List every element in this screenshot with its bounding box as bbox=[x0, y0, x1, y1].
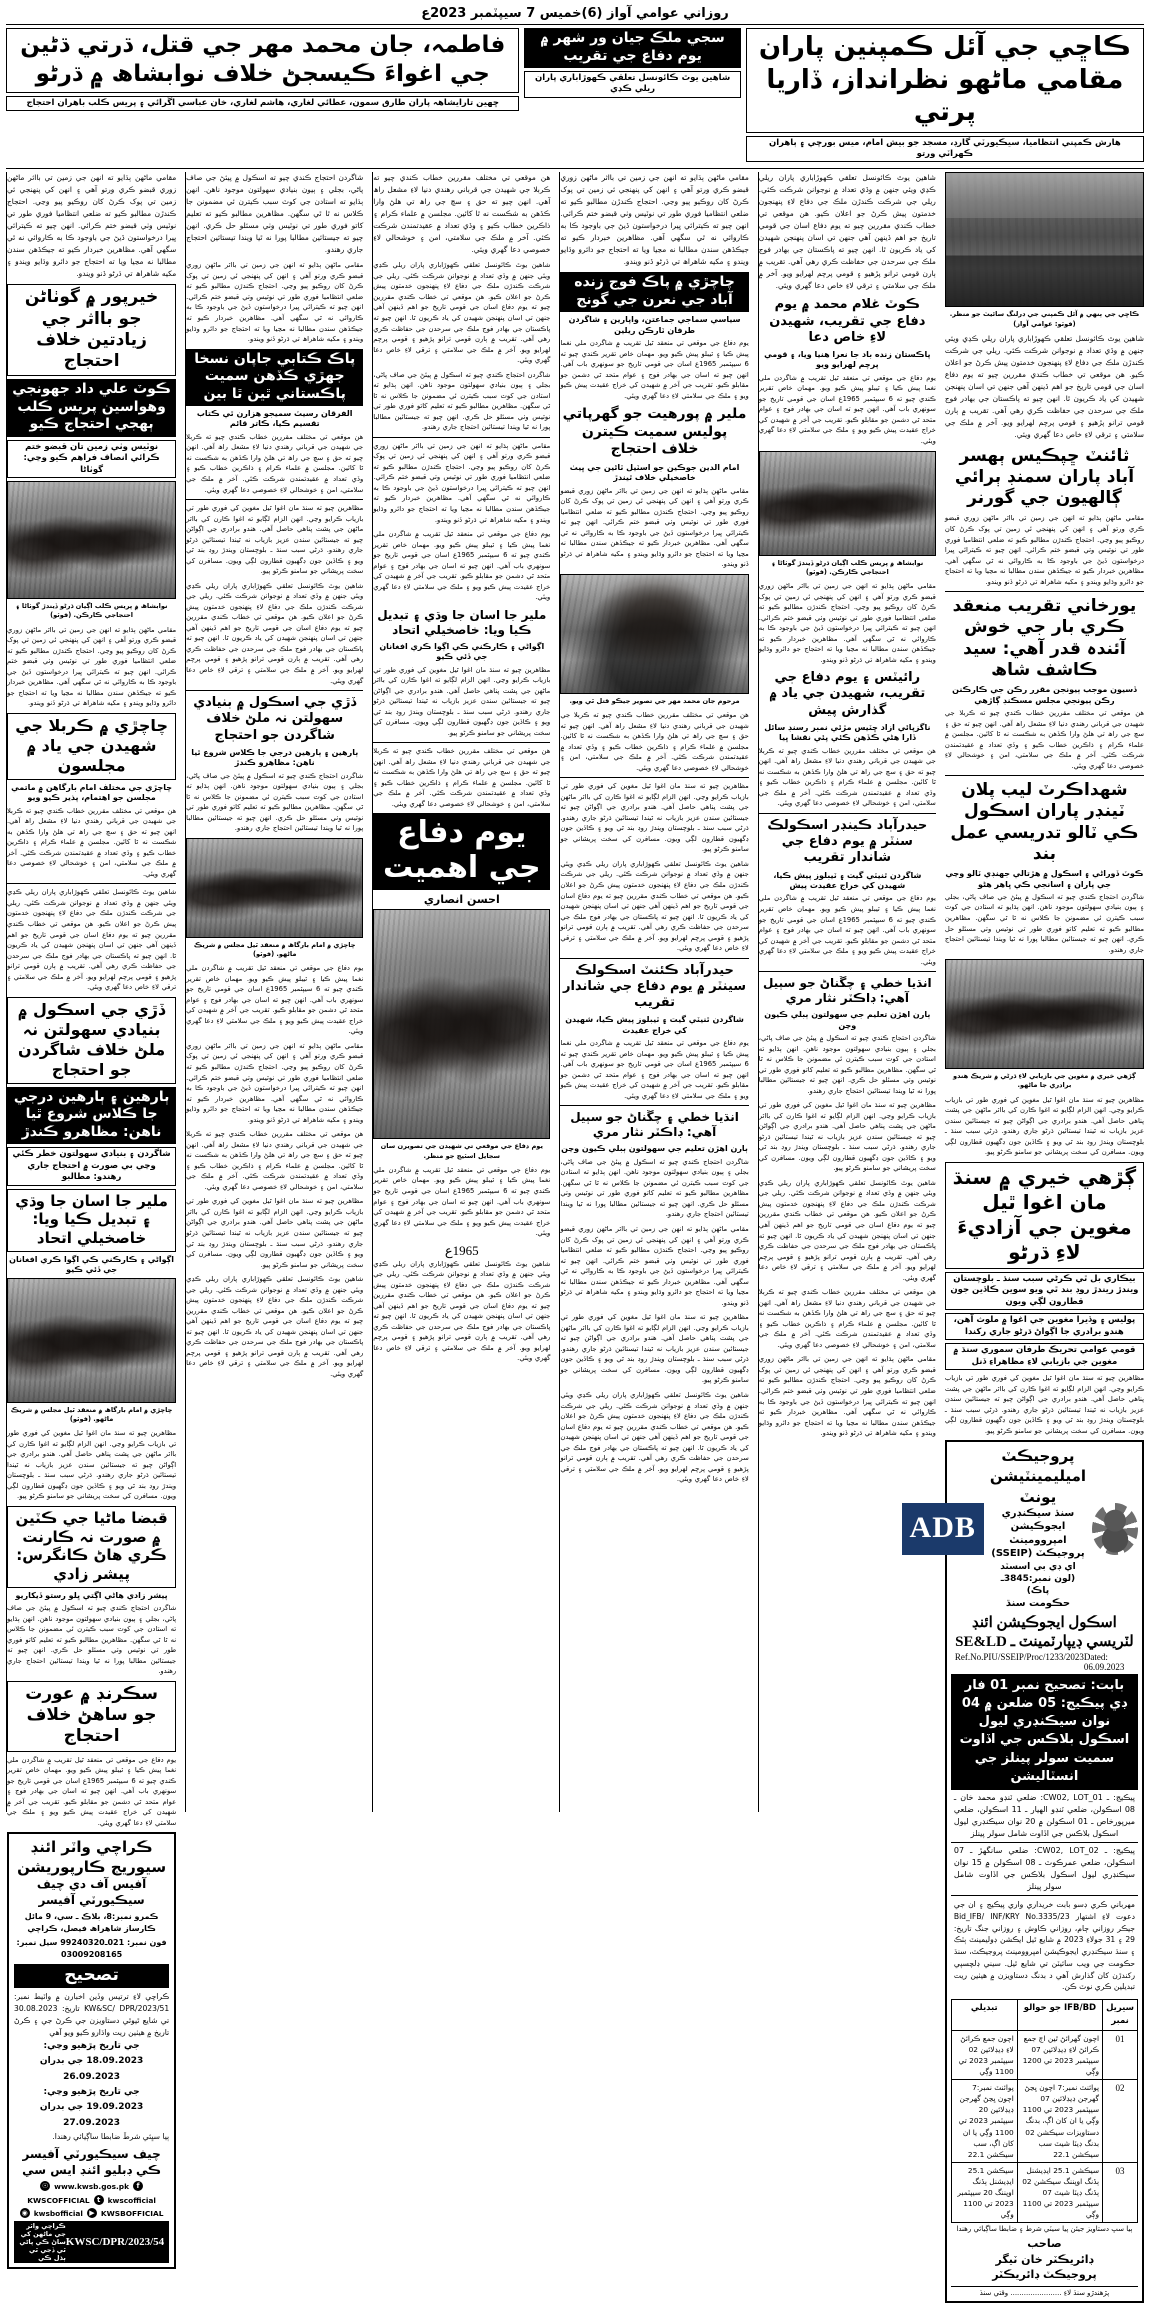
top-right-col bbox=[746, 28, 1144, 165]
body-col2-tail: مظاهرين چيو ته سنڌ مان اغوا ٿيل مغوين کي فوري طور تي بازياب ڪرايو وڃي. انهن الزام لڳايو ته اغوا ڪارن کي بااثر ماڻهن جي پشت پناهي حاصل آهي. هندو برادري جي اڳواڻن چيو ته جيستائين سندن عزيز بازياب نه ٿيندا تيستائين ڌرڻو جاري رهندو. ڌرڻي سبب سنڌ ـ بلوچستان ويندڙ روڊ بند ٿي ويو ۽ ڪاڏين جون ڊگهيون قطارون لڳي ويون. مسافرن کي سخت پريشاني جو سامنو ڪرڻو پيو. bbox=[758, 1101, 936, 1173]
divider bbox=[186, 499, 363, 500]
caption-yaum-difa-rally: نوابشاھ ۾ پريس ڪلب اڳيان ڌرڻو ڏيندڙ گوٺاڻا ۽ احتجاجي ڪارڪن. (فوٽو) bbox=[771, 558, 924, 576]
body-kachho-oil: شاهين يوٿ ڪائونسل تعلقي ڪهوڙاباري پاران ريلي ڪڍي ويئي جنهن ۾ وڏي تعداد ۾ نوجوانن شرڪت ڪئي. ريلي جي شرڪت ڪندڙن ملڪ جي دفاع لاءِ پنهنجون خدمتون پيش ڪرڻ جو اعلان ڪيو. هن موقعي تي خطاب ڪندي مقررين چيو ته يوم دفاع اسان جي قومي تاريخ جو اهم ڏينهن آهي جنهن تي اسان پنهنجن شهيدن کي ياد ڪريون ٿا. انهن چيو ته پاڪستان جي بهادر فوج ملڪ جي سرحدن جي حفاظت ڪري رهي آهي. تقريب ۾ ٻارن قومي ترانو پڙهيو ۽ قومي پرچم لهرايو ويو. آخر ۾ ملڪ جي سلامتي ۽ ترقي لاءِ خاص دعا گهري ويئي. bbox=[944, 333, 1144, 439]
table-row bbox=[951, 2080, 1137, 2163]
youtube-icon: ▶ bbox=[87, 2208, 97, 2218]
kwsc-sign-1: چيف سيڪيورٽي آفيسر bbox=[22, 2147, 161, 2162]
dek-hyderabad-solar: شاگردن ٿنيٽي گيت ۽ ٽيبلوز پيش ڪيا، شهيدن کي خراج عقيدت پيش bbox=[773, 870, 922, 891]
column-2 bbox=[758, 172, 940, 1812]
adb-footer-note: ٻيا سڀ دستاويز جيئن پيا سيٽي شرط ۽ ضابطا ساڳيائي رهندا bbox=[956, 2225, 1133, 2234]
body-book-ban: هن موقعي تي مختلف مقررين خطاب ڪندي چيو ته ڪربلا جي شهيدن جي قرباني رهندي دنيا لاءِ مشعل راھ آهي. انهن چيو ته حق ۽ سچ جي راھ تي هلڻ وارا ڪڏهن به شڪست نه ٿا کائين. مجلسن ۾ علماء ڪرام ۽ ذاڪرين خطاب ڪيو ۽ وڏي تعداد ۾ عقيدتمندن شرڪت ڪئي. آخر ۾ ملڪ جي سلامتي، امن ۽ خوشحالي لاءِ خصوصي دعا گهري ويئي. bbox=[186, 432, 364, 494]
feature-author: احسن انصاري bbox=[423, 893, 500, 907]
dek-dadu-school: ٻارهين ۽ ٻارهين درجي جا ڪلاس شروع ٿيا ناهن: مظاهرو ڪندڙ bbox=[191, 747, 359, 768]
dek-andhya-2: ٻارن اهڙن تعليم جي سهولتون ٻبلي ڪيون وڃن bbox=[561, 1144, 748, 1154]
body-col3-tail2: مظاهرين چيو ته سنڌ مان اغوا ٿيل مغوين کي فوري طور تي بازياب ڪرايو وڃي. انهن الزام لڳايو ته اغوا ڪارن کي بااثر ماڻهن جي پشت پناهي حاصل آهي. هندو برادري جي اڳواڻن چيو ته جيستائين سندن عزيز بازياب نه ٿيندا تيستائين ڌرڻو جاري رهندو. ڌرڻي سبب سنڌ ـ بلوچستان ويندڙ روڊ بند ٿي ويو ۽ ڪاڏين جون ڊگهيون قطارون لڳي ويون. مسافرن کي سخت پريشاني جو سامنو ڪرڻو پيو. bbox=[560, 1313, 749, 1385]
kwsc-sign-2: ڪي ڊبليو ائنڊ ايس سي bbox=[22, 2163, 162, 2178]
body-col5-tail2: مقامي ماڻهن ٻڌايو ته انهن جي زمين تي بااثر ماڻهن زوري قبضو ڪري ورتو آهي ۽ انهن کي پنهنجي ئي زمين تي پوک ڪرڻ کان روڪيو پيو وڃي. احتجاج ڪندڙن مطالبو ڪيو ته ضلعي انتظاميا فوري طور تي نوٽيس وٺي قبضو ختم ڪرائي. انهن چيو ته ڪيترائي ڀيرا درخواستون ڏيڻ جي باوجود ڪا به ڪاروائي نه ٿي سگهي آهي. مظاهرين خبردار ڪيو ته جيڪڏهن سندن مطالبا نه مڃيا ويا ته احتجاج جو دائرو وڌايو ويندو ۽ مکيه شاهراھ تي ڌرڻو ڏنو ويندو. bbox=[186, 1041, 364, 1124]
adb-sign-3: پروجيڪٽ ڊائريڪٽر bbox=[992, 2268, 1097, 2282]
kwsc-social-row-2 bbox=[14, 2208, 169, 2218]
adb-reference-line bbox=[951, 1651, 1138, 1674]
sub-khairpur-protest: نوٽيس وٺي زمين تان قبضو ختم ڪرائي انصاف فراهم ڪيو وڃي: گوٺاڻا bbox=[7, 440, 176, 478]
caption-portrait-man: مرحوم جان محمد مهر جي تصوير جيڪو قتل ٿي ويو. bbox=[569, 696, 740, 705]
facebook-icon: f bbox=[133, 2181, 143, 2191]
photo-portrait-man bbox=[560, 574, 748, 694]
body-col4-mid: مقامي ماڻهن ٻڌايو ته انهن جي زمين تي بااثر ماڻهن زوري قبضو ڪري ورتو آهي ۽ انهن کي پنهنجي ئي زمين تي پوک ڪرڻ کان روڪيو پيو وڃي. احتجاج ڪندڙن مطالبو ڪيو ته ضلعي انتظاميا فوري طور تي نوٽيس وٺي قبضو ختم ڪرائي. انهن چيو ته ڪيترائي ڀيرا درخواستون ڏيڻ جي باوجود ڪا به ڪاروائي نه ٿي سگهي آهي. مظاهرين خبردار ڪيو ته جيڪڏهن سندن مطالبا نه مڃيا ويا ته احتجاج جو دائرو وڌايو ويندو ۽ مکيه شاهراھ تي ڌرڻو ڏنو ويندو. bbox=[373, 441, 551, 524]
body-khairpur-protest: مقامي ماڻهن ٻڌايو ته انهن جي زمين تي بااثر ماڻهن زوري قبضو ڪري ورتو آهي ۽ انهن کي پنهنجي ئي زمين تي پوک ڪرڻ کان روڪيو پيو وڃي. احتجاج ڪندڙن مطالبو ڪيو ته ضلعي انتظاميا فوري طور تي نوٽيس وٺي قبضو ختم ڪرائي. انهن چيو ته ڪيترائي ڀيرا درخواستون ڏيڻ جي باوجود ڪا به ڪاروائي نه ٿي سگهي آهي. مظاهرين خبردار ڪيو ته جيڪڏهن سندن مطالبا نه مڃيا ويا ته احتجاج جو دائرو وڌايو ويندو ۽ مکيه شاهراھ تي ڌرڻو ڏنو ويندو. bbox=[7, 625, 177, 708]
headline-chachro-army[interactable]: چاچڙي ۾ پاڪ فوج زنده آباد جي نعرن جي گونج bbox=[560, 272, 748, 312]
kwsc-footer-note: ڪراچي واٽر جي ماڻهن کي ساڻ ڪي پاڻي ٿي ڏجي ٿي ٻڌل ڪي bbox=[19, 2222, 66, 2263]
headline-yaum-e-difa-city[interactable]: سجي ملڪ جيان ور شهر ۾ يوم دفاع جي تقريب bbox=[524, 28, 740, 68]
tender-amendment-table bbox=[951, 1999, 1138, 2223]
photo-martyrs-collage bbox=[373, 909, 550, 1139]
divider bbox=[373, 437, 550, 438]
divider bbox=[186, 690, 363, 691]
body-col6-mid2: مظاهرين چيو ته سنڌ مان اغوا ٿيل مغوين کي فوري طور تي بازياب ڪرايو وڃي. انهن الزام لڳايو ته اغوا ڪارن کي بااثر ماڻهن جي پشت پناهي حاصل آهي. هندو برادري جي اڳواڻن چيو ته جيستائين سندن عزيز بازياب نه ٿيندا تيستائين ڌرڻو جاري رهندو. ڌرڻي سبب سنڌ ـ بلوچستان ويندڙ روڊ بند ٿي ويو ۽ ڪاڏين جون ڊگهيون قطارون لڳي ويون. مسافرن کي سخت پريشاني جو سامنو ڪرڻو پيو. bbox=[7, 1429, 177, 1501]
table-row bbox=[951, 2162, 1137, 2223]
body-bolan-gas: مقامي ماڻهن ٻڌايو ته انهن جي زمين تي بااثر ماڻهن زوري قبضو ڪري ورتو آهي ۽ انهن کي پنهنجي ئي زمين تي پوک ڪرڻ کان روڪيو پيو وڃي. احتجاج ڪندڙن مطالبو ڪيو ته ضلعي انتظاميا فوري طور تي نوٽيس وٺي قبضو ختم ڪرائي. انهن چيو ته ڪيترائي ڀيرا درخواستون ڏيڻ جي باوجود ڪا به ڪاروائي نه ٿي سگهي آهي. مظاهرين خبردار ڪيو ته جيڪڏهن سندن مطالبا نه مڃيا ويا ته احتجاج جو دائرو وڌايو ويندو ۽ مکيه شاهراھ تي ڌرڻو ڏنو ويندو. bbox=[944, 514, 1144, 586]
government-emblem-icon bbox=[1092, 1503, 1138, 1555]
body-col4-mid2: يوم دفاع جي موقعي تي منعقد ٿيل تقريب ۾ شاگردن ملي نغما پيش ڪيا ۽ ٽيبلو پيش ڪيو ويو. مهمان خاص تقرير ڪندي چيو ته 6 سيپٽمبر 1965ع اسان جي قومي تاريخ جو سونهري باب آهي. انهن چيو ته اسان جي بهادر فوج ۽ عوام متحد ٿي دشمن جو مقابلو ڪيو. تقريب جي آخر ۾ شهيدن کي خراج عقيدت پيش ڪيو ويو ۽ ملڪ جي سلامتي لاءِ دعا گهري ويئي. bbox=[373, 530, 551, 602]
feature-title-yaum-e-difa: يوم دفاع جي اهميت bbox=[373, 813, 550, 890]
adb-dated: Dated: 06.09.2023 bbox=[1083, 1651, 1125, 1672]
headline-andhya-2[interactable]: انڌيا خطي ۽ چڱناڻ جو سٻيل آهي: ڊاڪٽر نثار مري bbox=[570, 1110, 739, 1140]
adb-line-1: پروجيڪٽ اميليمينٽيشن يونٽ bbox=[989, 1447, 1086, 1506]
headline-fatima-murder[interactable]: فاطمہ، جان محمد مهر جي قتل، ڌرتي ڌڻين جي اغواءَ ڪيسجڻ خلاف نوابشاھ ۾ ڌرڻو bbox=[6, 28, 519, 93]
headline-bolan-gas[interactable]: ثائنٽ ڇپڪيس ٻهسر آباد پاران سمنڊ ٻرائي ڳالهيون جي گورنر bbox=[954, 445, 1135, 509]
adb-package-2: پيڪيج: ـ CW02, LOT_02: ضلعي سانگهڙ ـ 07 اسڪولن، ضلعي عمرڪوٽ ـ 08 اسڪولن ۾ 15 نوان سيڪنڊري ليول اسڪول بلاڪس جي اڏاوت شامل سولر پينلز bbox=[951, 1843, 1138, 1896]
dek-ghorabari-2: پوليس ۽ وڏيرا مغوين جي اغوا ۾ ملوث آهن، هندو برادري جا اڳواڻ ڌرڻو جاري رکندا bbox=[945, 1313, 1144, 1340]
kwsc-title-1: ڪراچي واٽر ائنڊ سيوريج ڪارپوريشن bbox=[17, 1838, 167, 1876]
headline-sakrand-protest[interactable]: سڪرنڊ ۾ عورت جو ساهڻ خلاف احتجاج bbox=[7, 1681, 176, 1752]
body-ghorabari: مظاهرين چيو ته سنڌ مان اغوا ٿيل مغوين کي فوري طور تي بازياب ڪرايو وڃي. انهن الزام لڳايو ته اغوا ڪارن کي بااثر ماڻهن جي پشت پناهي حاصل آهي. هندو برادري جي اڳواڻن چيو ته جيستائين سندن عزيز بازياب نه ٿيندا تيستائين ڌرڻو جاري رهندو. ڌرڻي سبب سنڌ ـ بلوچستان ويندڙ روڊ بند ٿي ويو ۽ ڪاڏين جون ڊگهيون قطارون لڳي ويون. مسافرن کي سخت پريشاني جو سامنو ڪرڻو پيو. bbox=[944, 1374, 1144, 1435]
headline-kot-ghulam[interactable]: ڪوٽ غلام محمد ۾ يوم دفاع جي تقريب، شهيدن لاءِ خاص دعا bbox=[769, 297, 926, 345]
body-col6-lead: مقامي ماڻهن ٻڌايو ته انهن جي زمين تي بااثر ماڻهن زوري قبضو ڪري ورتو آهي ۽ انهن کي پنهنجي ئي زمين تي پوک ڪرڻ کان روڪيو پيو وڃي. احتجاج ڪندڙن مطالبو ڪيو ته ضلعي انتظاميا فوري طور تي نوٽيس وٺي قبضو ختم ڪرائي. انهن چيو ته ڪيترائي ڀيرا درخواستون ڏيڻ جي باوجود ڪا به ڪاروائي نه ٿي سگهي آهي. مظاهرين خبردار ڪيو ته جيڪڏهن سندن مطالبا نه مڃيا ويا ته احتجاج جو دائرو وڌايو ويندو ۽ مکيه شاهراھ تي ڌرڻو ڏنو ويندو. bbox=[7, 173, 177, 279]
kwsc-title-2: آفيس آف دي چيف سيڪيورٽي آفيسر bbox=[36, 1877, 147, 1907]
top-left-col bbox=[6, 28, 519, 114]
dek-qabza-mafia: پيشر زادي هاڻي اڳتي ڀلو رستو ڏيکاريو bbox=[15, 1590, 168, 1600]
body-col4-lead3: شاگردن احتجاج ڪندي چيو ته اسڪول ۾ پيئڻ جي صاف پاڻي، بجلي ۽ ٻيون بنيادي سهولتون موجود ناهن. انهن ٻڌايو ته استادن جي کوٽ سبب ڪيترن ئي مضمونن جا ڪلاس نه ٿا ٿي سگهن. مظاهرين مطالبو ڪيو ته تعليم کاتو فوري طور تي نوٽيس وٺي مسئلو حل ڪري. انهن چيو ته جيستائين مطالبا پورا نه ٿيا ويندا تيستائين احتجاج جاري رهندو. bbox=[373, 370, 551, 432]
cell-change: پوائنٽ نمبر:7 اچون ڀڃڻ گهرجن ڊيڊلائين 20 سيپٽمبر 2023 تي 1100 وڳي يا ان کان اڳ، سب سيڪشن 22.1 bbox=[951, 2080, 1017, 2163]
body-col3-tail3: شاهين يوٿ ڪائونسل تعلقي ڪهوڙاباري پاران ريلي ڪڍي ويئي جنهن ۾ وڏي تعداد ۾ نوجوانن شرڪت ڪئي. ريلي جي شرڪت ڪندڙن ملڪ جي دفاع لاءِ پنهنجون خدمتون پيش ڪرڻ جو اعلان ڪيو. هن موقعي تي خطاب ڪندي مقررين چيو ته يوم دفاع اسان جي قومي تاريخ جو اهم ڏينهن آهي جنهن تي اسان پنهنجن شهيدن کي ياد ڪريون ٿا. انهن چيو ته پاڪستان جي بهادر فوج ملڪ جي سرحدن جي حفاظت ڪري رهي آهي. تقريب ۾ ٻارن قومي ترانو پڙهيو ۽ قومي پرچم لهرايو ويو. آخر ۾ ملڪ جي سلامتي ۽ ترقي لاءِ خاص دعا گهري ويئي. bbox=[560, 1390, 749, 1484]
kwsc-date-line-1: جي تاريخ پڙهيو وڃي: 18.09.2023 جي بدران 26.09.2023 bbox=[39, 2041, 144, 2082]
top-headline-band bbox=[6, 28, 1144, 165]
dek-oil-welcome: ڏسيون موجب ٻيونجن مقرر رڪن جي ڪارڪنن رڪن ٻيونجي مجلس مسڪنڊ ڳاڙهي bbox=[952, 685, 1137, 705]
body-hyderabad-defence: يوم دفاع جي موقعي تي منعقد ٿيل تقريب ۾ شاگردن ملي نغما پيش ڪيا ۽ ٽيبلو پيش ڪيو ويو. مهمان خاص تقرير ڪندي چيو ته 6 سيپٽمبر 1965ع اسان جي قومي تاريخ جو سونهري باب آهي. انهن چيو ته اسان جي بهادر فوج ۽ عوام متحد ٿي دشمن جو مقابلو ڪيو. تقريب جي آخر ۾ شهيدن کي خراج عقيدت پيش ڪيو ويو ۽ ملڪ جي سلامتي لاءِ دعا گهري ويئي. bbox=[560, 1039, 749, 1100]
body-chachro-majlis: هن موقعي تي مختلف مقررين خطاب ڪندي چيو ته ڪربلا جي شهيدن جي قرباني رهندي دنيا لاءِ مشعل راھ آهي. انهن چيو ته حق ۽ سچ جي راھ تي هلڻ وارا ڪڏهن به شڪست نه ٿا کائين. مجلسن ۾ علماء ڪرام ۽ ذاڪرين خطاب ڪيو ۽ وڏي تعداد ۾ عقيدتمندن شرڪت ڪئي. آخر ۾ ملڪ جي سلامتي، امن ۽ خوشحالي لاءِ خصوصي دعا گهري ويئي. bbox=[7, 806, 177, 878]
body-chachro-army: يوم دفاع جي موقعي تي منعقد ٿيل تقريب ۾ شاگردن ملي نغما پيش ڪيا ۽ ٽيبلو پيش ڪيو ويو. مهمان خاص تقرير ڪندي چيو ته 6 سيپٽمبر 1965ع اسان جي قومي تاريخ جو سونهري باب آهي. انهن چيو ته اسان جي بهادر فوج ۽ عوام متحد ٿي دشمن جو مقابلو ڪيو. تقريب جي آخر ۾ شهيدن کي خراج عقيدت پيش ڪيو ويو ۽ ملڪ جي سلامتي لاءِ دعا گهري ويئي. bbox=[560, 339, 749, 400]
headline-book-ban[interactable]: پاڪ ڪتابي جاپان نسخا جهڙي ڪڏهن سميت پاڪستاني ٿين ٿا بين bbox=[186, 349, 363, 407]
headline-malir-police[interactable]: ملير ۾ پورهيت جو گهرپاتي پوليس سميت ڪيترن خلاف احتجاج bbox=[562, 406, 747, 458]
cell-reference: اچون گهرائڻ ٿين اڄ جمع ڪرائڻ لاءِ ڊيڊلائين 07 سيپٽمبر 2023 تي 1200 وڳي bbox=[1017, 2030, 1102, 2079]
table-row bbox=[951, 2030, 1137, 2079]
divider bbox=[373, 742, 550, 743]
divider bbox=[7, 883, 176, 884]
caption-students-protest: چاچڙي ۾ امام بارگاھ ۾ منعقد ٿيل مجلس ۾ شريڪ ماڻهو. (فوٽو) bbox=[193, 940, 356, 959]
body-feature-1: يوم دفاع جي موقعي تي منعقد ٿيل تقريب ۾ شاگردن ملي نغما پيش ڪيا ۽ ٽيبلو پيش ڪيو ويو. مهمان خاص تقرير ڪندي چيو ته 6 سيپٽمبر 1965ع اسان جي قومي تاريخ جو سونهري باب آهي. انهن چيو ته اسان جي بهادر فوج ۽ عوام متحد ٿي دشمن جو مقابلو ڪيو. تقريب جي آخر ۾ شهيدن کي خراج عقيدت پيش ڪيو ويو ۽ ملڪ جي سلامتي لاءِ دعا گهري ويئي. bbox=[373, 1165, 551, 1238]
adb-advertisement bbox=[909, 1440, 1144, 2302]
body-col5-tail5: شاهين يوٿ ڪائونسل تعلقي ڪهوڙاباري پاران ريلي ڪڍي ويئي جنهن ۾ وڏي تعداد ۾ نوجوانن شرڪت ڪئي. ريلي جي شرڪت ڪندڙن ملڪ جي دفاع لاءِ پنهنجون خدمتون پيش ڪرڻ جو اعلان ڪيو. هن موقعي تي خطاب ڪندي مقررين چيو ته يوم دفاع اسان جي قومي تاريخ جو اهم ڏينهن آهي جنهن تي اسان پنهنجن شهيدن کي ياد ڪريون ٿا. انهن چيو ته پاڪستان جي بهادر فوج ملڪ جي سرحدن جي حفاظت ڪري رهي آهي. تقريب ۾ ٻارن قومي ترانو پڙهيو ۽ قومي پرچم لهرايو ويو. آخر ۾ ملڪ جي سلامتي ۽ ترقي لاءِ خاص دعا گهري ويئي. bbox=[186, 1275, 364, 1378]
adb-line-3: پروجيڪٽ (SSEIP) bbox=[991, 1548, 1085, 1560]
headline-kachho-oil[interactable]: ڪاڇي جي آئل ڪمپنين پاران مقامي ماڻهو نظرانداز، ڏاريا پرتي bbox=[746, 28, 1144, 133]
body-col5-tail: يوم دفاع جي موقعي تي منعقد ٿيل تقريب ۾ شاگردن ملي نغما پيش ڪيا ۽ ٽيبلو پيش ڪيو ويو. مهمان خاص تقرير ڪندي چيو ته 6 سيپٽمبر 1965ع اسان جي قومي تاريخ جو سونهري باب آهي. انهن چيو ته اسان جي بهادر فوج ۽ عوام متحد ٿي دشمن جو مقابلو ڪيو. تقريب جي آخر ۾ شهيدن کي خراج عقيدت پيش ڪيو ويو ۽ ملڪ جي سلامتي لاءِ دعا گهري ويئي. bbox=[186, 964, 364, 1036]
main-grid bbox=[6, 172, 1144, 2297]
th-serial: سيريل نمبر bbox=[1103, 2000, 1138, 2031]
body-dadu-school: شاگردن احتجاج ڪندي چيو ته اسڪول ۾ پيئڻ جي صاف پاڻي، بجلي ۽ ٻيون بنيادي سهولتون موجود ناهن. انهن ٻڌايو ته استادن جي کوٽ سبب ڪيترن ئي مضمونن جا ڪلاس نه ٿا ٿي سگهن. مظاهرين مطالبو ڪيو ته تعليم کاتو فوري طور تي نوٽيس وٺي مسئلو حل ڪري. انهن چيو ته جيستائين مطالبا پورا نه ٿيا ويندا تيستائين احتجاج جاري رهندو. bbox=[186, 771, 364, 833]
body-rights-group: هن موقعي تي مختلف مقررين خطاب ڪندي چيو ته ڪربلا جي شهيدن جي قرباني رهندي دنيا لاءِ مشعل راھ آهي. انهن چيو ته حق ۽ سچ جي راھ تي هلڻ وارا ڪڏهن به شڪست نه ٿا کائين. مجلسن ۾ علماء ڪرام ۽ ذاڪرين خطاب ڪيو ۽ وڏي تعداد ۾ عقيدتمندن شرڪت ڪئي. آخر ۾ ملڪ جي سلامتي، امن ۽ خوشحالي لاءِ خصوصي دعا گهري ويئي. bbox=[758, 746, 936, 808]
dek-malir-police: امام الدين جوڪين جو اسٽيل ٽائين جي ڀيٺ خاصخيلي خلاف ٿيندڙ bbox=[569, 462, 740, 483]
body-col5-tail3: هن موقعي تي مختلف مقررين خطاب ڪندي چيو ته ڪربلا جي شهيدن جي قرباني رهندي دنيا لاءِ مشعل راھ آهي. انهن چيو ته حق ۽ سچ جي راھ تي هلڻ وارا ڪڏهن به شڪست نه ٿا کائين. مجلسن ۾ علماء ڪرام ۽ ذاڪرين خطاب ڪيو ۽ وڏي تعداد ۾ عقيدتمندن شرڪت ڪئي. آخر ۾ ملڪ جي سلامتي، امن ۽ خوشحالي لاءِ خصوصي دعا گهري ويئي. bbox=[186, 1130, 364, 1191]
headline-chachro-majlis[interactable]: چاچڙي ۾ ڪربلا جي شهيدن جي ياد ۾ مجلسون bbox=[7, 713, 176, 780]
masthead: روزاني عوامي آواز (6)خميس 7 سيپٽمبر 2023ع bbox=[6, 4, 1144, 25]
th-reference: IFB/BD جو حوالو bbox=[1017, 2000, 1102, 2031]
photo-students-protest bbox=[186, 838, 363, 938]
divider bbox=[759, 813, 936, 814]
photo-majlis-gathering bbox=[7, 1278, 176, 1403]
adb-header bbox=[909, 1446, 1138, 1611]
top-center-col bbox=[524, 28, 740, 101]
cell-change: اچون جمع ڪرائڻ لاءِ ڊيڊلائين 02 سيپٽمبر 2023 تي 1100 وڳي bbox=[951, 2030, 1017, 2079]
globe-icon: ☉ bbox=[42, 2182, 49, 2191]
dek-khairpur-protest: ڪوٽ علي داد جهونجي وهواسين پريس ڪلب ٻهجي احتجاج ڪيو bbox=[7, 379, 176, 437]
divider bbox=[6, 168, 1144, 169]
headline-dadu-school[interactable]: ڏڙي جي اسڪول ۾ بنيادي سهولتن نہ ملڻ خلاف شاگردن جو احتجاج bbox=[193, 695, 357, 743]
body-col2-tail4: مقامي ماڻهن ٻڌايو ته انهن جي زمين تي بااثر ماڻهن زوري قبضو ڪري ورتو آهي ۽ انهن کي پنهنجي ئي زمين تي پوک ڪرڻ کان روڪيو پيو وڃي. احتجاج ڪندڙن مطالبو ڪيو ته ضلعي انتظاميا فوري طور تي نوٽيس وٺي قبضو ختم ڪرائي. انهن چيو ته ڪيترائي ڀيرا درخواستون ڏيڻ جي باوجود ڪا به ڪاروائي نه ٿي سگهي آهي. مظاهرين خبردار ڪيو ته جيڪڏهن سندن مطالبا نه مڃيا ويا ته احتجاج جو دائرو وڌايو ويندو ۽ مکيه شاهراھ تي ڌرڻو ڏنو ويندو. bbox=[758, 1355, 936, 1438]
body-col3-lead: مقامي ماڻهن ٻڌايو ته انهن جي زمين تي بااثر ماڻهن زوري قبضو ڪري ورتو آهي ۽ انهن کي پنهنجي ئي زمين تي پوک ڪرڻ کان روڪيو پيو وڃي. احتجاج ڪندڙن مطالبو ڪيو ته ضلعي انتظاميا فوري طور تي نوٽيس وٺي قبضو ختم ڪرائي. انهن چيو ته ڪيترائي ڀيرا درخواستون ڏيڻ جي باوجود ڪا به ڪاروائي نه ٿي سگهي آهي. مظاهرين خبردار ڪيو ته جيڪڏهن سندن مطالبا نه مڃيا ويا ته احتجاج جو دائرو وڌايو ويندو ۽ مکيه شاهراھ تي ڌرڻو ڏنو ويندو. bbox=[560, 173, 749, 267]
cell-reference: سيڪشن 25.1 ايڊيشنل ٻڏنگ اوپننگ سيڪشن 02 ٻڏنگ ڊيٽا شيٽ 07 سيپٽمبر 2023 تي 1100 وڳي bbox=[1017, 2162, 1102, 2223]
body-col2-tail2: شاهين يوٿ ڪائونسل تعلقي ڪهوڙاباري پاران ريلي ڪڍي ويئي جنهن ۾ وڏي تعداد ۾ نوجوانن شرڪت ڪئي. ريلي جي شرڪت ڪندڙن ملڪ جي دفاع لاءِ پنهنجون خدمتون پيش ڪرڻ جو اعلان ڪيو. هن موقعي تي خطاب ڪندي مقررين چيو ته يوم دفاع اسان جي قومي تاريخ جو اهم ڏينهن آهي جنهن تي اسان پنهنجن شهيدن کي ياد ڪريون ٿا. انهن چيو ته پاڪستان جي بهادر فوج ملڪ جي سرحدن جي حفاظت ڪري رهي آهي. تقريب ۾ ٻارن قومي ترانو پڙهيو ۽ قومي پرچم لهرايو ويو. آخر ۾ ملڪ جي سلامتي ۽ ترقي لاءِ خاص دعا گهري ويئي. bbox=[758, 1178, 936, 1282]
dek-malir-ittehad: اڳواڻي ۽ ڪارڪني ڪي اڳوا ڪري افغانان جي ڏئي ڪيو bbox=[379, 641, 545, 662]
body-andhya-2: شاگردن احتجاج ڪندي چيو ته اسڪول ۾ پيئڻ جي صاف پاڻي، بجلي ۽ ٻيون بنيادي سهولتون موجود ناهن. انهن ٻڌايو ته استادن جي کوٽ سبب ڪيترن ئي مضمونن جا ڪلاس نه ٿا ٿي سگهن. مظاهرين مطالبو ڪيو ته تعليم کاتو فوري طور تي نوٽيس وٺي مسئلو حل ڪري. انهن چيو ته جيستائين مطالبا پورا نه ٿيا ويندا تيستائين احتجاج جاري رهندو. bbox=[560, 1157, 749, 1219]
adb-notice: مهرباني ڪري ڊسو بابت خريداري واري پيڪيج ۽ ان جي دعوت لاءِ اشتهار Bid_IFB/ INF/KRY No.3335/23 جيڪر روزاني ڄام، روزاني ڪاوش ۽ روزاني جنگ تاريخ: 29 ۽ 31 جولاءِ 2023 ۾ شايع ٿيل ايڪشن ڊوليمينٽ ٻٽڪ ۽ سنڌ سيڪنڊري ايجوڪيشن امپروومينٽ پروجيڪٽ، سنڌ حڪومت جي ويب سائيٽن تي شايع ٿيل. سيني ڊلچسپي رکندڙن کان گذارش آهي د بدنگ دستاويزن ۾ هيٺين ريت تبديلين ڪري نوٽ ڪن. bbox=[953, 1900, 1135, 1992]
body-col4-mid3: هن موقعي تي مختلف مقررين خطاب ڪندي چيو ته ڪربلا جي شهيدن جي قرباني رهندي دنيا لاءِ مشعل راھ آهي. انهن چيو ته حق ۽ سچ جي راھ تي هلڻ وارا ڪڏهن به شڪست نه ٿا کائين. مجلسن ۾ علماء ڪرام ۽ ذاڪرين خطاب ڪيو ۽ وڏي تعداد ۾ عقيدتمندن شرڪت ڪئي. آخر ۾ ملڪ جي سلامتي، امن ۽ خوشحالي لاءِ خصوصي دعا گهري ويئي. bbox=[373, 747, 551, 808]
body-malir-police: مقامي ماڻهن ٻڌايو ته انهن جي زمين تي بااثر ماڻهن زوري قبضو ڪري ورتو آهي ۽ انهن کي پنهنجي ئي زمين تي پوک ڪرڻ کان روڪيو پيو وڃي. احتجاج ڪندڙن مطالبو ڪيو ته ضلعي انتظاميا فوري طور تي نوٽيس وٺي قبضو ختم ڪرائي. انهن چيو ته ڪيترائي ڀيرا درخواستون ڏيڻ جي باوجود ڪا به ڪاروائي نه ٿي سگهي آهي. مظاهرين خبردار ڪيو ته جيڪڏهن سندن مطالبا نه مڃيا ويا ته احتجاج جو دائرو وڌايو ويندو ۽ مکيه شاهراھ تي ڌرڻو ڏنو ويندو. bbox=[560, 486, 749, 569]
th-change: تبديلي bbox=[951, 2000, 1017, 2031]
adb-subject: بابت: تصحيح نمبر 01 فار ڊي پيڪيج: 05 ضلعن ۾ 04 نوان سيڪنڊري ليول اسڪول بلاڪس جي اڏاوت سميت سولر پينلز جي انسٽاليشن bbox=[951, 1674, 1138, 1790]
caption-martyrs-collage: يوم دفاع جي موقعي تي شهيدن جي تصويرن سان سجايل اسٽيج جو منظر. bbox=[380, 1142, 543, 1160]
dek-chachro-army: سياسي سماجي جماعتن، واپارين ۽ شاگردن طرفان ٽارڪن ريلين bbox=[568, 315, 741, 335]
adb-bottom-note: پڙهندڙو سنڌ لاءِ ....................... وقتي سنڌ bbox=[951, 2286, 1138, 2297]
kwsc-body-text: ڪراچي لاءِ ترتيس وڏين اخبارن ۾ واٽيط نمبر: KW&SC/ DPR/2023/51 تاريخ: 30.08.2023 تي شايع ٿيوٿي دستاويزن جي ڪرڻ جي ۽ ڪرڻ تاريخ ۾ هيٺين ريت واڌارو ڪيو ويو آهي bbox=[14, 1991, 170, 2037]
dek-kot-ghulam: پاڪستان زنده باد جا نعرا هنيا ويا، ۽ قومي پرچم لهرايو ويو bbox=[764, 350, 931, 370]
headline-dadu-school-2[interactable]: ڏڙي جي اسڪول ۾ بنيادي سهولتن نہ ملڻ خلاف شاگردن جو احتجاج bbox=[7, 997, 176, 1084]
dek-rights-group: ناگزپائي ازاد ڇٽيس مڙئي نمبر رسنڊ سائل ڏارا هڻي ڪڏهن ڪئي پئي نقشا ڀيا bbox=[764, 722, 931, 743]
dek-malir-ittehad-2: اڳواڻي ۽ ڪارڪني ڪي اڳوا ڪري افغانان جي ڏئي ڪيو bbox=[9, 1254, 175, 1275]
adb-department: اسڪول ايجوڪيشن ائنڊ لٽريسي ڊيپارٽمينٽ ـ SE&LD bbox=[955, 1614, 1134, 1650]
table-header-row bbox=[951, 2000, 1137, 2031]
body-col4-lead2: شاهين يوٿ ڪائونسل تعلقي ڪهوڙاباري پاران ريلي ڪڍي ويئي جنهن ۾ وڏي تعداد ۾ نوجوانن شرڪت ڪئي. ريلي جي شرڪت ڪندڙن ملڪ جي دفاع لاءِ پنهنجون خدمتون پيش ڪرڻ جو اعلان ڪيو. هن موقعي تي خطاب ڪندي مقررين چيو ته يوم دفاع اسان جي قومي تاريخ جو اهم ڏينهن آهي جنهن تي اسان پنهنجن شهيدن کي ياد ڪريون ٿا. انهن چيو ته پاڪستان جي بهادر فوج ملڪ جي سرحدن جي حفاظت ڪري رهي آهي. تقريب ۾ ٻارن قومي ترانو پڙهيو ۽ قومي پرچم لهرايو ويو. آخر ۾ ملڪ جي سلامتي ۽ ترقي لاءِ خاص دعا گهري ويئي. bbox=[373, 261, 551, 365]
body-col5-lead2: مقامي ماڻهن ٻڌايو ته انهن جي زمين تي بااثر ماڻهن زوري قبضو ڪري ورتو آهي ۽ انهن کي پنهنجي ئي زمين تي پوک ڪرڻ کان روڪيو پيو وڃي. احتجاج ڪندڙن مطالبو ڪيو ته ضلعي انتظاميا فوري طور تي نوٽيس وٺي قبضو ختم ڪرائي. انهن چيو ته ڪيترائي ڀيرا درخواستون ڏيڻ جي باوجود ڪا به ڪاروائي نه ٿي سگهي آهي. مظاهرين خبردار ڪيو ته جيڪڏهن سندن مطالبا نه مڃيا ويا ته احتجاج جو دائرو وڌايو ويندو ۽ مکيه شاهراھ تي ڌرڻو ڏنو ويندو. bbox=[186, 261, 364, 344]
body-sakrand-protest: يوم دفاع جي موقعي تي منعقد ٿيل تقريب ۾ شاگردن ملي نغما پيش ڪيا ۽ ٽيبلو پيش ڪيو ويو. مهمان خاص تقرير ڪندي چيو ته 6 سيپٽمبر 1965ع اسان جي قومي تاريخ جو سونهري باب آهي. انهن چيو ته اسان جي بهادر فوج ۽ عوام متحد ٿي دشمن جو مقابلو ڪيو. تقريب جي آخر ۾ شهيدن کي خراج عقيدت پيش ڪيو ويو ۽ ملڪ جي سلامتي لاءِ دعا گهري ويئي. bbox=[7, 1755, 177, 1827]
dek-fatima-murder: ڇهين تارايشاهہ پاران طارق سمون، عطائي لغاري، هاشم لغاري، خان عباسي اڱرائي ۽ پريس ڪلب باهران احتجاج bbox=[6, 96, 519, 111]
headline-malir-ittehad-2[interactable]: ملير جا اسان جا وڌي ۽ تبديل ڪيا ويا: خاصخيلي اتحاد bbox=[7, 1189, 176, 1252]
body-col2-lead: شاهين يوٿ ڪائونسل تعلقي ڪهوڙاباري پاران ريلي ڪڍي ويئي جنهن ۾ وڏي تعداد ۾ نوجوانن شرڪت ڪئي. ريلي جي شرڪت ڪندڙن ملڪ جي دفاع لاءِ پنهنجون خدمتون پيش ڪرڻ جو اعلان ڪيو. هن موقعي تي خطاب ڪندي مقررين چيو ته يوم دفاع اسان جي قومي تاريخ جو اهم ڏينهن آهي جنهن تي اسان پنهنجن شهيدن کي ياد ڪريون ٿا. انهن چيو ته پاڪستان جي بهادر فوج ملڪ جي سرحدن جي حفاظت ڪري رهي آهي. تقريب ۾ ٻارن قومي ترانو پڙهيو ۽ قومي پرچم لهرايو ويو. آخر ۾ ملڪ جي سلامتي ۽ ترقي لاءِ خاص دعا گهري ويئي. bbox=[758, 173, 936, 291]
body-col3-mid2: مظاهرين چيو ته سنڌ مان اغوا ٿيل مغوين کي فوري طور تي بازياب ڪرايو وڃي. انهن الزام لڳايو ته اغوا ڪارن کي بااثر ماڻهن جي پشت پناهي حاصل آهي. هندو برادري جي اڳواڻن چيو ته جيستائين سندن عزيز بازياب نه ٿيندا تيستائين ڌرڻو جاري رهندو. ڌرڻي سبب سنڌ ـ بلوچستان ويندڙ روڊ بند ٿي ويو ۽ ڪاڏين جون ڊگهيون قطارون لڳي ويون. مسافرن کي سخت پريشاني جو سامنو ڪرڻو پيو. bbox=[560, 782, 749, 854]
headline-khairpur-protest[interactable]: خيرپور ۾ گوٺاڻن جو بااثر جي زيادتين خلاف احتجاج bbox=[7, 284, 176, 376]
body-kot-ghulam: يوم دفاع جي موقعي تي منعقد ٿيل تقريب ۾ شاگردن ملي نغما پيش ڪيا ۽ ٽيبلو پيش ڪيو ويو. مهمان خاص تقرير ڪندي چيو ته 6 سيپٽمبر 1965ع اسان جي قومي تاريخ جو سونهري باب آهي. انهن چيو ته اسان جي بهادر فوج ۽ عوام متحد ٿي دشمن جو مقابلو ڪيو. تقريب جي آخر ۾ شهيدن کي خراج عقيدت پيش ڪيو ويو ۽ ملڪ جي سلامتي لاءِ دعا گهري ويئي. bbox=[758, 373, 936, 445]
dek-hyderabad-defence: شاگردن ٿنيٽي گيت ۽ ٽيبلوز پيش ڪيا، شهيدن کي خراج عقيدت bbox=[565, 1015, 744, 1035]
body-col2-mid: مقامي ماڻهن ٻڌايو ته انهن جي زمين تي بااثر ماڻهن زوري قبضو ڪري ورتو آهي ۽ انهن کي پنهنجي ئي زمين تي پوک ڪرڻ کان روڪيو پيو وڃي. احتجاج ڪندڙن مطالبو ڪيو ته ضلعي انتظاميا فوري طور تي نوٽيس وٺي قبضو ختم ڪرائي. انهن چيو ته ڪيترائي ڀيرا درخواستون ڏيڻ جي باوجود ڪا به ڪاروائي نه ٿي سگهي آهي. مظاهرين خبردار ڪيو ته جيڪڏهن سندن مطالبا نه مڃيا ويا ته احتجاج جو دائرو وڌايو ويندو ۽ مکيه شاهراھ تي ڌرڻو ڏنو ويندو. bbox=[758, 581, 936, 664]
body-col3-mid3: شاهين يوٿ ڪائونسل تعلقي ڪهوڙاباري پاران ريلي ڪڍي ويئي جنهن ۾ وڏي تعداد ۾ نوجوانن شرڪت ڪئي. ريلي جي شرڪت ڪندڙن ملڪ جي دفاع لاءِ پنهنجون خدمتون پيش ڪرڻ جو اعلان ڪيو. هن موقعي تي خطاب ڪندي مقررين چيو ته يوم دفاع اسان جي قومي تاريخ جو اهم ڏينهن آهي جنهن تي اسان پنهنجن شهيدن کي ياد ڪريون ٿا. انهن چيو ته پاڪستان جي بهادر فوج ملڪ جي سرحدن جي حفاظت ڪري رهي آهي. تقريب ۾ ٻارن قومي ترانو پڙهيو ۽ قومي پرچم لهرايو ويو. آخر ۾ ملڪ جي سلامتي ۽ ترقي لاءِ خاص دعا گهري ويئي. bbox=[560, 859, 749, 953]
divider bbox=[945, 775, 1144, 776]
cell-change: سيڪشن 25.1 ايڊيشنل ٻڏنگ اوپننگ 20 سيپٽمبر 2023 تي 1100 وڳي bbox=[951, 2162, 1017, 2223]
kwsc-instagram[interactable]: kwsbofficial bbox=[33, 2208, 83, 2218]
photo-yaum-difa-rally bbox=[759, 451, 936, 556]
body-school-solar: شاگردن احتجاج ڪندي چيو ته اسڪول ۾ پيئڻ جي صاف پاڻي، بجلي ۽ ٻيون بنيادي سهولتون موجود ناهن. انهن ٻڌايو ته استادن جي کوٽ سبب ڪيترن ئي مضمونن جا ڪلاس نه ٿا ٿي سگهن. مظاهرين مطالبو ڪيو ته تعليم کاتو فوري طور تي نوٽيس وٺي مسئلو حل ڪري. انهن چيو ته جيستائين مطالبا پورا نه ٿيا ويندا تيستائين احتجاج جاري رهندو. bbox=[944, 892, 1144, 954]
cell-serial: 01 bbox=[1103, 2030, 1138, 2079]
dek-kachho-oil: هارش ڪمپني انتظاميا، سيڪيورٽي گارڊ، مسجد جو بيش امام، ميس بورچي ۽ ٻاهران ڪهراٽي ورتو bbox=[746, 136, 1144, 163]
body-col3-mid: هن موقعي تي مختلف مقررين خطاب ڪندي چيو ته ڪربلا جي شهيدن جي قرباني رهندي دنيا لاءِ مشعل راھ آهي. انهن چيو ته حق ۽ سچ جي راھ تي هلڻ وارا ڪڏهن به شڪست نه ٿا کائين. مجلسن ۾ علماء ڪرام ۽ ذاڪرين خطاب ڪيو ۽ وڏي تعداد ۾ عقيدتمندن شرڪت ڪئي. آخر ۾ ملڪ جي سلامتي، امن ۽ خوشحالي لاءِ خصوصي دعا گهري ويئي. bbox=[560, 711, 749, 772]
caption-majlis-gathering: چاچڙي ۾ امام بارگاھ ۾ منعقد ٿيل مجلس ۾ شريڪ ماڻهو. (فوٽو) bbox=[10, 1405, 173, 1423]
body-col2-tail3: هن موقعي تي مختلف مقررين خطاب ڪندي چيو ته ڪربلا جي شهيدن جي قرباني رهندي دنيا لاءِ مشعل راھ آهي. انهن چيو ته حق ۽ سچ جي راھ تي هلڻ وارا ڪڏهن به شڪست نه ٿا کائين. مجلسن ۾ علماء ڪرام ۽ ذاڪرين خطاب ڪيو ۽ وڏي تعداد ۾ عقيدتمندن شرڪت ڪئي. آخر ۾ ملڪ جي سلامتي، امن ۽ خوشحالي لاءِ خصوصي دعا گهري ويئي. bbox=[758, 1288, 936, 1349]
kwsc-address: ڪمرو نمبر:8، بلاڪ ـ سي، 9 مائل ڪارساز شاهراھ فيصل، ڪراچي bbox=[24, 1911, 159, 1933]
headline-malir-ittehad[interactable]: ملير جا اسان جا وڌي ۽ تبديل ڪيا ويا: خاصخيلي اتحاد bbox=[377, 607, 547, 637]
headline-hyderabad-solar[interactable]: حيدرآباد ڪينڊر اسڪولڪ سنٽر ۾ يوم دفاع جي شاندار تقريب bbox=[767, 817, 928, 866]
adb-title-block bbox=[990, 1446, 1086, 1611]
body-malir-ittehad: مظاهرين چيو ته سنڌ مان اغوا ٿيل مغوين کي فوري طور تي بازياب ڪرايو وڃي. انهن الزام لڳايو ته اغوا ڪارن کي بااثر ماڻهن جي پشت پناهي حاصل آهي. هندو برادري جي اڳواڻن چيو ته جيستائين سندن عزيز بازياب نه ٿيندا تيستائين ڌرڻو جاري رهندو. ڌرڻي سبب سنڌ ـ بلوچستان ويندڙ روڊ بند ٿي ويو ۽ ڪاڏين جون ڊگهيون قطارون لڳي ويون. مسافرن کي سخت پريشاني جو سامنو ڪرڻو پيو. bbox=[373, 665, 551, 737]
kwsc-footer-code: KWSC/DPR/2023/54 bbox=[65, 2236, 165, 2249]
adb-ref-no: Ref.No.PIU/SSEIP/Proc/1233/2023 bbox=[954, 1651, 1084, 1662]
adb-sign-2: ڊائريڪٽر خان ٽيگر bbox=[995, 2252, 1094, 2266]
cell-serial: 02 bbox=[1103, 2080, 1138, 2163]
dek-ghorabari-3: قومي عوامي تحريڪ طرفان سموري سنڌ ۾ مغوين جي بازيابي لاءِ مظاهراءِ ڏنل bbox=[945, 1343, 1144, 1370]
kwsc-note: ٻيا سڀئي شرطَ ضابطا ساڳيائي رهندا. bbox=[52, 2131, 170, 2141]
body-col4-lead: هن موقعي تي مختلف مقررين خطاب ڪندي چيو ته ڪربلا جي شهيدن جي قرباني رهندي دنيا لاءِ مشعل راھ آهي. انهن چيو ته حق ۽ سچ جي راھ تي هلڻ وارا ڪڏهن به شڪست نه ٿا کائين. مجلسن ۾ علماء ڪرام ۽ ذاڪرين خطاب ڪيو ۽ وڏي تعداد ۾ عقيدتمندن شرڪت ڪئي. آخر ۾ ملڪ جي سلامتي، امن ۽ خوشحالي لاءِ خصوصي دعا گهري ويئي. bbox=[373, 173, 551, 255]
adb-sign-1: صاحب bbox=[1027, 2237, 1062, 2251]
column-5 bbox=[185, 172, 367, 1812]
dek-andhya-khatti: ٻارن اهڙن تعليم جي سهولتون ٻبلي ڪيون وڃن bbox=[764, 1010, 931, 1030]
body-col5-mid: مظاهرين چيو ته سنڌ مان اغوا ٿيل مغوين کي فوري طور تي بازياب ڪرايو وڃي. انهن الزام لڳايو ته اغوا ڪارن کي بااثر ماڻهن جي پشت پناهي حاصل آهي. هندو برادري جي اڳواڻن چيو ته جيستائين سندن عزيز بازياب نه ٿيندا تيستائين ڌرڻو جاري رهندو. ڌرڻي سبب سنڌ ـ بلوچستان ويندڙ روڊ بند ٿي ويو ۽ ڪاڏين جون ڊگهيون قطارون لڳي ويون. مسافرن کي سخت پريشاني جو سامنو ڪرڻو پيو. bbox=[186, 504, 364, 576]
kwsc-website[interactable]: www.kwsb.gos.pk bbox=[54, 2181, 129, 2191]
column-1 bbox=[909, 172, 1144, 2297]
column-3 bbox=[559, 172, 752, 1812]
photo-khairpur-villagers bbox=[7, 481, 176, 599]
dek-school-solar: ڪوٽ ڏوراڻي ۽ اسڪول ۾ هڙتالي جهنڊي ٽالو وڃي جي پاران ۽ اسانجي ڪي ڀاهر هڻو bbox=[945, 869, 1144, 889]
feature-year-mark: 1965ع bbox=[444, 1242, 479, 1258]
adb-signature-block bbox=[951, 2233, 1138, 2282]
body-col5-tail4: مظاهرين چيو ته سنڌ مان اغوا ٿيل مغوين کي فوري طور تي بازياب ڪرايو وڃي. انهن الزام لڳايو ته اغوا ڪارن کي بااثر ماڻهن جي پشت پناهي حاصل آهي. هندو برادري جي اڳواڻن چيو ته جيستائين سندن عزيز بازياب نه ٿيندا تيستائين ڌرڻو جاري رهندو. ڌرڻي سبب سنڌ ـ بلوچستان ويندڙ روڊ بند ٿي ويو ۽ ڪاڏين جون ڊگهيون قطارون لڳي ويون. مسافرن کي سخت پريشاني جو سامنو ڪرڻو پيو. bbox=[186, 1197, 364, 1269]
divider bbox=[560, 1105, 748, 1106]
headline-andhya-khatti[interactable]: انڌيا خطي ۽ چڱناڻ جو سٻيل آهي: ڊاڪٽر نثار مري bbox=[762, 976, 932, 1006]
body-feature-2: شاهين يوٿ ڪائونسل تعلقي ڪهوڙاباري پاران ريلي ڪڍي ويئي جنهن ۾ وڏي تعداد ۾ نوجوانن شرڪت ڪئي. ريلي جي شرڪت ڪندڙن ملڪ جي دفاع لاءِ پنهنجون خدمتون پيش ڪرڻ جو اعلان ڪيو. هن موقعي تي خطاب ڪندي مقررين چيو ته يوم دفاع اسان جي قومي تاريخ جو اهم ڏينهن آهي جنهن تي اسان پنهنجن شهيدن کي ياد ڪريون ٿا. انهن چيو ته پاڪستان جي بهادر فوج ملڪ جي سرحدن جي حفاظت ڪري رهي آهي. تقريب ۾ ٻارن قومي ترانو پڙهيو ۽ قومي پرچم لهرايو ويو. آخر ۾ ملڪ جي سلامتي ۽ ترقي لاءِ خاص دعا گهري ويئي. bbox=[373, 1259, 551, 1363]
dek-chachro-majlis: چاچڙي جي مختلف امام بارگاهن ۾ ماتمي مجلسن جو اهتمام، پذير ڪيو ويو bbox=[11, 782, 173, 803]
kwsc-date-line-2: جي تاريخ پڙهيو وڃي: 19.09.2023 جي بدران 27.09.2023 bbox=[39, 2087, 144, 2128]
kwsc-footer-bar bbox=[14, 2221, 169, 2263]
instagram-icon: ◉ bbox=[21, 2209, 28, 2218]
kwsc-twitter[interactable]: kwscofficial bbox=[107, 2195, 156, 2205]
headline-ghorabari-dharna[interactable]: ڳڙهي خيري ۾ سنڌ مان اغوا ٿيل مغوين جي آزاديءَ لاءِ ڌرڻو bbox=[945, 1162, 1144, 1269]
divider bbox=[759, 971, 936, 972]
headline-hyderabad-defence[interactable]: حيدرآباد ڪئنٽ اسڪولڪ سينٽر ۾ يوم دفاع جي شاندار تقريب bbox=[563, 962, 747, 1011]
adb-logo: ADB bbox=[902, 1503, 984, 1555]
divider bbox=[560, 958, 748, 959]
body-qabza-mafia: شاگردن احتجاج ڪندي چيو ته اسڪول ۾ پيئڻ جي صاف پاڻي، بجلي ۽ ٻيون بنيادي سهولتون موجود ناهن. انهن ٻڌايو ته استادن جي کوٽ سبب ڪيترن ئي مضمونن جا ڪلاس نه ٿا ٿي سگهن. مظاهرين مطالبو ڪيو ته تعليم کاتو فوري طور تي نوٽيس وٺي مسئلو حل ڪري. انهن چيو ته جيستائين مطالبا پورا نه ٿيا ويندا تيستائين احتجاج جاري رهندو. bbox=[7, 1604, 177, 1676]
twitter-icon: t bbox=[94, 2195, 104, 2205]
adb-package-1: پيڪيج: ـ CW02, LOT_01: ضلعي ٽنڊو محمد خان ـ 08 اسڪولن، ضلعي ٽنڊو الهيار ـ 11 اسڪولن، ضلعي ميرپورخاص ـ 01 اسڪولن ۾ 20 نوان سيڪنڊري ليول اسڪول بلاڪس جي اڏاوت شامل سولر پينلز bbox=[951, 1790, 1138, 1843]
dek-book-ban: الفرقان رسيٽ سميجو هزارن ٿي ڪتاب تقسيم ڪيا، ڪاتر قائم bbox=[196, 409, 353, 429]
body-col3-tail: مقامي ماڻهن ٻڌايو ته انهن جي زمين تي بااثر ماڻهن زوري قبضو ڪري ورتو آهي ۽ انهن کي پنهنجي ئي زمين تي پوک ڪرڻ کان روڪيو پيو وڃي. احتجاج ڪندڙن مطالبو ڪيو ته ضلعي انتظاميا فوري طور تي نوٽيس وٺي قبضو ختم ڪرائي. انهن چيو ته ڪيترائي ڀيرا درخواستون ڏيڻ جي باوجود ڪا به ڪاروائي نه ٿي سگهي آهي. مظاهرين خبردار ڪيو ته جيڪڏهن سندن مطالبا نه مڃيا ويا ته احتجاج جو دائرو وڌايو ويندو ۽ مکيه شاهراھ تي ڌرڻو ڏنو ويندو. bbox=[560, 1225, 749, 1307]
kwsc-youtube[interactable]: KWSBOFFICIAL bbox=[100, 2208, 164, 2218]
kwsc-social-row-1 bbox=[14, 2181, 169, 2205]
column-6 bbox=[6, 172, 180, 2263]
body-col6-mid: شاهين يوٿ ڪائونسل تعلقي ڪهوڙاباري پاران ريلي ڪڍي ويئي جنهن ۾ وڏي تعداد ۾ نوجوانن شرڪت ڪئي. ريلي جي شرڪت ڪندڙن ملڪ جي دفاع لاءِ پنهنجون خدمتون پيش ڪرڻ جو اعلان ڪيو. هن موقعي تي خطاب ڪندي مقررين چيو ته يوم دفاع اسان جي قومي تاريخ جو اهم ڏينهن آهي جنهن تي اسان پنهنجن شهيدن کي ياد ڪريون ٿا. انهن چيو ته پاڪستان جي بهادر فوج ملڪ جي سرحدن جي حفاظت ڪري رهي آهي. تقريب ۾ ٻارن قومي ترانو پڙهيو ۽ قومي پرچم لهرايو ويو. آخر ۾ ملڪ جي سلامتي ۽ ترقي لاءِ خاص دعا گهري ويئي. bbox=[7, 888, 177, 992]
kwsc-phone: فون نمبر: 021ـ99240320 سيل نمبر: 03009208165 bbox=[16, 1937, 167, 1959]
kwsc-advertisement bbox=[7, 1832, 176, 2269]
body-hyderabad-solar: يوم دفاع جي موقعي تي منعقد ٿيل تقريب ۾ شاگردن ملي نغما پيش ڪيا ۽ ٽيبلو پيش ڪيو ويو. مهمان خاص تقرير ڪندي چيو ته 6 سيپٽمبر 1965ع اسان جي قومي تاريخ جو سونهري باب آهي. انهن چيو ته اسان جي بهادر فوج ۽ عوام متحد ٿي دشمن جو مقابلو ڪيو. تقريب جي آخر ۾ شهيدن کي خراج عقيدت پيش ڪيو ويو ۽ ملڪ جي سلامتي لاءِ دعا گهري ويئي. bbox=[758, 894, 936, 966]
cell-serial: 03 bbox=[1103, 2162, 1138, 2223]
dek-ghorabari-1: بيڪاري بل ٿي ڪرڻي سبب سنڌ ـ بلوچستان ويندڙ ريندڙ روڊ بند ٿي ويو سوين ڪاڏين جون قطارون لڳي ويون bbox=[945, 1272, 1144, 1310]
cell-reference: پوائنٽ نمبر:7 اچون ڀڃڻ گهرجن ڊيڊلائين 07 سيپٽمبر 2023 تي 1100 وڳي يا ان کان اڳ، بدنگ دستاويزات سيڪشن 02 بدنگ ڊيٽا شيٽ سب سيڪشن 22.1 bbox=[1017, 2080, 1102, 2163]
dek-yaum-e-difa-city: شاهين يوٿ ڪائونسل تعلقي ڪهوڙاباري پاران ريلي ڪڍي bbox=[524, 71, 740, 98]
body-col5-lead: شاگردن احتجاج ڪندي چيو ته اسڪول ۾ پيئڻ جي صاف پاڻي، بجلي ۽ ٻيون بنيادي سهولتون موجود ناهن. انهن ٻڌايو ته استادن جي کوٽ سبب ڪيترن ئي مضمونن جا ڪلاس نه ٿا ٿي سگهن. مظاهرين مطالبو ڪيو ته تعليم کاتو فوري طور تي نوٽيس وٺي مسئلو حل ڪري. انهن چيو ته جيستائين مطالبا پورا نه ٿيا ويندا تيستائين احتجاج جاري رهندو. bbox=[186, 173, 364, 255]
headline-school-solar[interactable]: شهداڪرٽ ليب پلان ٽينڊر پاران اسڪول ڪي ٽالو تدريسي عمل بند bbox=[950, 780, 1139, 864]
adb-line-4: اي ڊي بي اسسٽد (لون نمبر:3845ـ پاڪ) bbox=[1000, 1561, 1076, 1597]
kwsc-correction-tag: تصحيح bbox=[14, 1964, 169, 1988]
body-andhya-khatti: شاگردن احتجاج ڪندي چيو ته اسڪول ۾ پيئڻ جي صاف پاڻي، بجلي ۽ ٻيون بنيادي سهولتون موجود ناهن. انهن ٻڌايو ته استادن جي کوٽ سبب ڪيترن ئي مضمونن جا ڪلاس نه ٿا ٿي سگهن. مظاهرين مطالبو ڪيو ته تعليم کاتو فوري طور تي نوٽيس وٺي مسئلو حل ڪري. انهن چيو ته جيستائين مطالبا پورا نه ٿيا ويندا تيستائين احتجاج جاري رهندو. bbox=[758, 1033, 936, 1095]
adb-line-2: سنڌ سيڪنڊري ايجوڪيشن امپروومينٽ bbox=[1001, 1507, 1075, 1546]
caption-khairpur-villagers: نوابشاھ ۾ پريس ڪلب اڳيان ڌرڻو ڏيندڙ گوٺاڻا ۽ احتجاجي ڪارڪن. (فوٽو) bbox=[15, 602, 168, 620]
caption-ghorabari-protest: ڳڙهي خيري ۾ مغوين جي بازيابي لاءِ ڌرڻي ۾ شريڪ هندو برادري جا ماڻهو. bbox=[953, 1072, 1136, 1090]
body-col5-mid2: شاهين يوٿ ڪائونسل تعلقي ڪهوڙاباري پاران ريلي ڪڍي ويئي جنهن ۾ وڏي تعداد ۾ نوجوانن شرڪت ڪئي. ريلي جي شرڪت ڪندڙن ملڪ جي دفاع لاءِ پنهنجون خدمتون پيش ڪرڻ جو اعلان ڪيو. هن موقعي تي خطاب ڪندي مقررين چيو ته يوم دفاع اسان جي قومي تاريخ جو اهم ڏينهن آهي جنهن تي اسان پنهنجن شهيدن کي ياد ڪريون ٿا. انهن چيو ته پاڪستان جي بهادر فوج ملڪ جي سرحدن جي حفاظت ڪري رهي آهي. تقريب ۾ ٻارن قومي ترانو پڙهيو ۽ قومي پرچم لهرايو ويو. آخر ۾ ملڪ جي سلامتي ۽ ترقي لاءِ خاص دعا گهري ويئي. bbox=[186, 581, 364, 685]
photo-oil-derrick bbox=[945, 172, 1144, 307]
column-4 bbox=[372, 172, 554, 1812]
body-extra-1: مظاهرين چيو ته سنڌ مان اغوا ٿيل مغوين کي فوري طور تي بازياب ڪرايو وڃي. انهن الزام لڳايو ته اغوا ڪارن کي بااثر ماڻهن جي پشت پناهي حاصل آهي. هندو برادري جي اڳواڻن چيو ته جيستائين سندن عزيز بازياب نه ٿيندا تيستائين ڌرڻو جاري رهندو. ڌرڻي سبب سنڌ ـ بلوچستان ويندڙ روڊ بند ٿي ويو ۽ ڪاڏين جون ڊگهيون قطارون لڳي ويون. مسافرن کي سخت پريشاني جو سامنو ڪرڻو پيو. bbox=[944, 1095, 1144, 1157]
dek-dadu-school-2: ٻارهين ۽ ٻارهين درجي جا ڪلاس شروع ٿيا ناهن: مظاهرو ڪندڙ bbox=[7, 1087, 176, 1145]
divider bbox=[560, 777, 748, 778]
headline-oil-welcome[interactable]: يورخاني تقريب منعقد ڪري بار جي خوش آئندہ قدر آهي: سيد ڪاشف شاھ bbox=[952, 596, 1137, 680]
sub-dadu-school-2: شاگردن ۽ بنيادي سهولتون خطر ڪئي وڃي بي صورت ۾ احتجاج جاري رهندو: مطالبو bbox=[7, 1147, 176, 1185]
divider bbox=[945, 591, 1144, 592]
photo-ghorabari-protest bbox=[945, 959, 1144, 1069]
kwsc-facebook[interactable]: KWSCOFFICIAL bbox=[27, 2195, 90, 2205]
adb-line-5: حڪومت سنڌ bbox=[1005, 1598, 1071, 1610]
caption-oil-derrick: ڪاڇي جي ٻنھي ۾ آئل ڪمپني جي ڊرلنگ سائيٽ جو منظر. (فوٽو: عوامي آواز) bbox=[949, 310, 1140, 328]
headline-qabza-mafia[interactable]: قبضا ماڻيا جي ڪٽين ۾ صورت نہ ڪارنت ڪري هاڻ ڪانگرس: پيشر زادي bbox=[7, 1506, 176, 1588]
headline-rights-group[interactable]: رائيٽس ۽ يوم دفاع جي تقريب، شهيدن جي ياد ۾ گذارش پيش bbox=[769, 670, 926, 718]
body-oil-welcome: هن موقعي تي مختلف مقررين خطاب ڪندي چيو ته ڪربلا جي شهيدن جي قرباني رهندي دنيا لاءِ مشعل راھ آهي. انهن چيو ته حق ۽ سچ جي راھ تي هلڻ وارا ڪڏهن به شڪست نه ٿا کائين. مجلسن ۾ علماء ڪرام ۽ ذاڪرين خطاب ڪيو ۽ وڏي تعداد ۾ عقيدتمندن شرڪت ڪئي. آخر ۾ ملڪ جي سلامتي، امن ۽ خوشحالي لاءِ خصوصي دعا گهري ويئي. bbox=[944, 708, 1144, 770]
